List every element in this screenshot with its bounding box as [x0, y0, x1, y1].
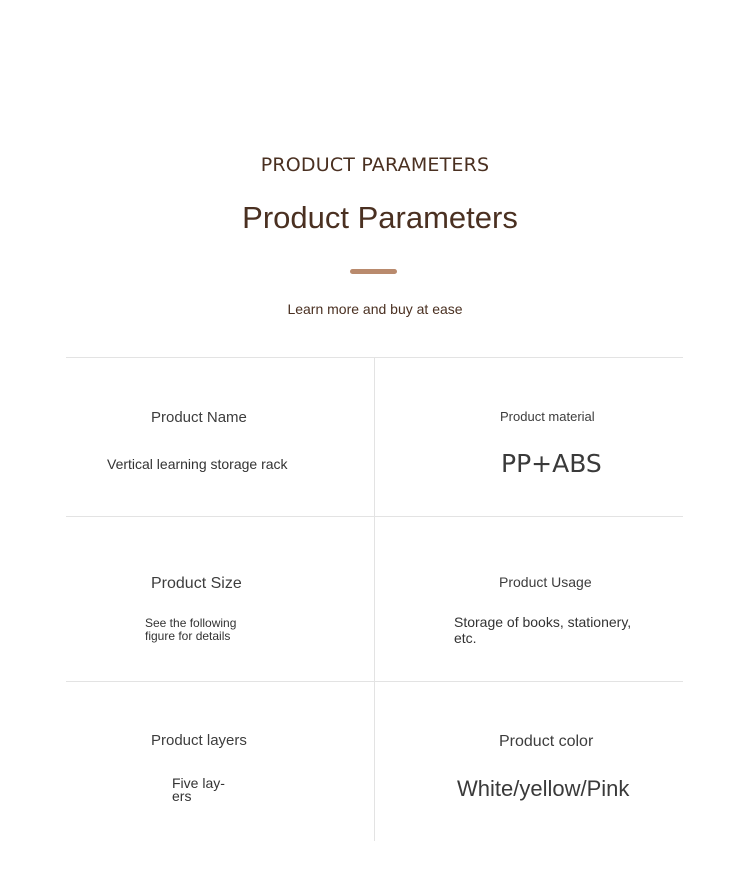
param-value-size-line2: figure for details: [145, 629, 231, 643]
param-value-material: PP+ABS: [501, 449, 602, 478]
param-label-name: Product Name: [151, 409, 247, 426]
param-value-layers-line2: ers: [172, 788, 192, 804]
param-value-name: Vertical learning storage rack: [107, 456, 288, 472]
param-value-size-line1: See the following: [145, 616, 237, 630]
page-title: Product Parameters: [242, 200, 518, 235]
param-label-usage: Product Usage: [499, 574, 592, 590]
param-value-layers-line1: Five lay-: [172, 775, 225, 791]
param-value-color: White/yellow/Pink: [457, 776, 630, 801]
param-value-usage-line2: etc.: [454, 630, 477, 646]
param-label-color: Product color: [499, 733, 594, 750]
grid-divider-vertical: [374, 357, 375, 841]
param-label-layers: Product layers: [151, 732, 247, 749]
param-label-size: Product Size: [151, 575, 242, 592]
title-accent-bar: [350, 269, 397, 274]
param-label-material: Product material: [500, 409, 595, 424]
param-value-usage-line1: Storage of books, stationery,: [454, 614, 632, 630]
section-eyebrow: PRODUCT PARAMETERS: [260, 154, 490, 176]
subtitle: Learn more and buy at ease: [287, 301, 463, 317]
